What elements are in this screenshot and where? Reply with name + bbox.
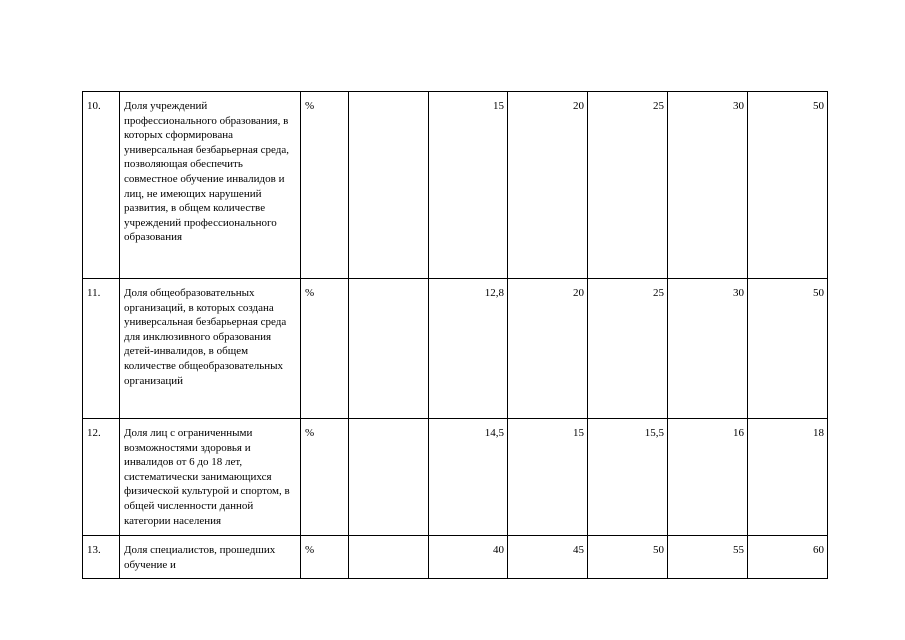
base-value-cell [349, 419, 429, 536]
base-value-cell [349, 92, 429, 279]
unit-cell: % [301, 419, 349, 536]
value-cell: 14,5 [429, 419, 508, 536]
row-number: 12. [83, 419, 120, 536]
indicator-name: Доля учреждений профессионального образования, в которых сформирована универсальная безбарьерная среда, позволяющая обеспечить совместное обучение инвалидов и лиц, не имеющих нарушений развития, в общем количестве учреждений профессионального образования [120, 92, 301, 279]
value-cell: 40 [429, 536, 508, 579]
value-cell: 50 [748, 279, 828, 419]
value-cell: 15 [508, 419, 588, 536]
unit-cell: % [301, 536, 349, 579]
value-cell: 20 [508, 279, 588, 419]
row-number: 11. [83, 279, 120, 419]
value-cell: 50 [588, 536, 668, 579]
value-cell: 30 [668, 279, 748, 419]
value-cell: 20 [508, 92, 588, 279]
value-cell: 50 [748, 92, 828, 279]
table-row [83, 536, 828, 579]
base-value-cell [349, 279, 429, 419]
table-row [83, 419, 828, 536]
value-cell: 15,5 [588, 419, 668, 536]
row-number: 10. [83, 92, 120, 279]
value-cell: 25 [588, 279, 668, 419]
value-cell: 12,8 [429, 279, 508, 419]
value-cell: 18 [748, 419, 828, 536]
indicators-table [82, 91, 828, 579]
value-cell: 45 [508, 536, 588, 579]
table-row [83, 279, 828, 419]
unit-cell: % [301, 279, 349, 419]
indicator-name: Доля специалистов, прошедших обучение и [120, 536, 301, 579]
row-number: 13. [83, 536, 120, 579]
unit-cell: % [301, 92, 349, 279]
base-value-cell [349, 536, 429, 579]
indicator-name: Доля общеобразовательных организаций, в которых создана универсальная безбарьерная среда для инклюзивного образования детей-инвалидов, в общем количестве общеобразовательных организаций [120, 279, 301, 419]
value-cell: 55 [668, 536, 748, 579]
table-row [83, 92, 828, 279]
indicator-name: Доля лиц с ограниченными возможностями здоровья и инвалидов от 6 до 18 лет, систематически занимающихся физической культурой и спортом, в общей численности данной категории населения [120, 419, 301, 536]
value-cell: 30 [668, 92, 748, 279]
value-cell: 15 [429, 92, 508, 279]
value-cell: 25 [588, 92, 668, 279]
value-cell: 60 [748, 536, 828, 579]
value-cell: 16 [668, 419, 748, 536]
